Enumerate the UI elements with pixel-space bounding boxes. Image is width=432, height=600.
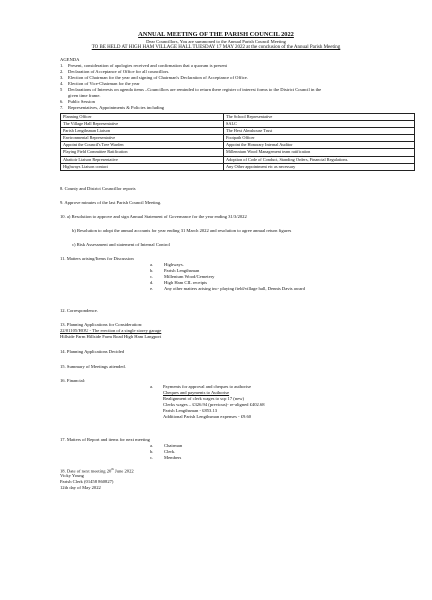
financial-line: a. Payments for approval and cheques to authorise bbox=[150, 384, 252, 389]
appointments-table bbox=[60, 113, 415, 171]
list-item: b. Clerk. bbox=[150, 449, 176, 454]
planning-address: Hillside Farm Hillside Farm Road High Ham Langport bbox=[60, 334, 162, 339]
table-row: Highways Liaison contact Any Other appointment etc as necessary bbox=[61, 163, 415, 170]
item-12: 12. Correspondence. bbox=[60, 308, 98, 313]
list-item: a. Highways. bbox=[150, 262, 184, 267]
item-8: 8. County and District Councillor reports bbox=[60, 186, 136, 191]
clerk-role: Parish Clerk (01458 860827) bbox=[60, 479, 114, 484]
table-row: Playing Field Committee Ratification Millennium Wood Management team ratification bbox=[61, 149, 415, 156]
clerk-name: Vicky Young bbox=[60, 473, 84, 478]
table-row: The Village Hall Representative SALC bbox=[61, 121, 415, 128]
item-9: 9. Approve minutes of the last Parish Council Meeting. bbox=[60, 200, 162, 205]
financial-line: Realignment of clerk wages to scp 17 (new) bbox=[163, 396, 245, 401]
document-date: 12th day of May 2022 bbox=[60, 485, 101, 490]
table-row: Parish Lengthsman Liaison The Hext Almshouse Trust bbox=[61, 128, 415, 135]
list-item: c. Millenium Wood/Cemetery bbox=[150, 274, 215, 279]
agenda-item: 2. Declaration of Acceptance of Office for all councillors. bbox=[60, 69, 170, 74]
list-item: d. High Ham CIL receipts bbox=[150, 280, 208, 285]
planning-application: 22/01105/HOU - The erection of a single storey garage bbox=[60, 328, 162, 333]
financial-line: Clerks wages – £326.94 (previous)- re-aligned £402.68 bbox=[163, 402, 265, 407]
financial-line: Additional Parish Lengthsman expenses - £9.60 bbox=[163, 414, 252, 419]
agenda-item: given time frame. bbox=[68, 93, 101, 98]
venue-line: TO BE HELD AT HIGH HAM VILLAGE HALL TUESDAY 17 MAY 2022 at the conclusion of the Annual Parish Meeting bbox=[91, 45, 341, 50]
list-item: b. Parish Lengthsman bbox=[150, 268, 200, 273]
item-18: 18. Date of next meeting 20th June 2022 bbox=[60, 467, 134, 474]
list-item: e. Any other matters arising inc- playing field/village hall, Dennis Davis award bbox=[150, 286, 305, 291]
table-row: Planning Officer The School Representative bbox=[61, 114, 415, 121]
item-10c: c) Risk Assessment and statement of Internal Control bbox=[72, 242, 170, 247]
item-13: 13. Planning Applications for Consideration: bbox=[60, 322, 143, 327]
table-row: Abattoir Liaison Representative Adoption of Code of Conduct, Standing Orders, Financial Regulations. bbox=[61, 156, 415, 163]
agenda-label: AGENDA bbox=[60, 57, 80, 62]
agenda-item: 3. Election of Chairman for the year and signing of Chairman's Declaration of Acceptance of Office. bbox=[60, 75, 248, 80]
agenda-item: 7. Representatives, Appointments & Policies including bbox=[60, 105, 165, 110]
financial-line: Cheques and payments to Authorise bbox=[163, 390, 230, 395]
list-item: a. Chairman bbox=[150, 443, 183, 448]
agenda-item: 1. Present, consideration of apologies received and confirmation that a quorum is present bbox=[60, 63, 227, 68]
item-11: 11. Matters arising/Items for Discussion bbox=[60, 256, 134, 261]
financial-line: Parish Lengthsman - £853.13 bbox=[163, 408, 218, 413]
agenda-item: 4. Election of Vice-Chairman for the year bbox=[60, 81, 140, 86]
summons-line: Dear Councillors, You are summoned to the Annual Parish Council Meeting bbox=[146, 39, 286, 44]
item-17: 17. Matters of Report and items for next meeting bbox=[60, 437, 150, 442]
item-14: 14. Planning Applications Decided bbox=[60, 349, 125, 354]
item-10a: 10. a) Resolution to approve and sign Annual Statement of Governance for the year ending 31/3/2022 bbox=[60, 214, 247, 219]
item-15: 15. Summary of Meetings attended. bbox=[60, 364, 126, 369]
table-row: Appoint the Council's Tree Warden Appoint the Honorary Internal Auditor bbox=[61, 142, 415, 149]
item-16: 16. Financial: bbox=[60, 378, 86, 383]
table-row: Environmental Representative Footpath Officer bbox=[61, 135, 415, 142]
document-title: ANNUAL MEETING OF THE PARISH COUNCIL 2022 bbox=[138, 31, 294, 38]
agenda-item: 5 Declarations of Interests on agenda items –Councillors are reminded to return there register of interest forms to the District Council in the bbox=[60, 87, 322, 92]
agenda-item: 6. Public Session bbox=[60, 99, 95, 104]
list-item: c. Members bbox=[150, 455, 182, 460]
item-10b: b) Resolution to adopt the annual accounts for year ending 31 March 2022 and resolution to agree annual return figures bbox=[72, 228, 292, 233]
